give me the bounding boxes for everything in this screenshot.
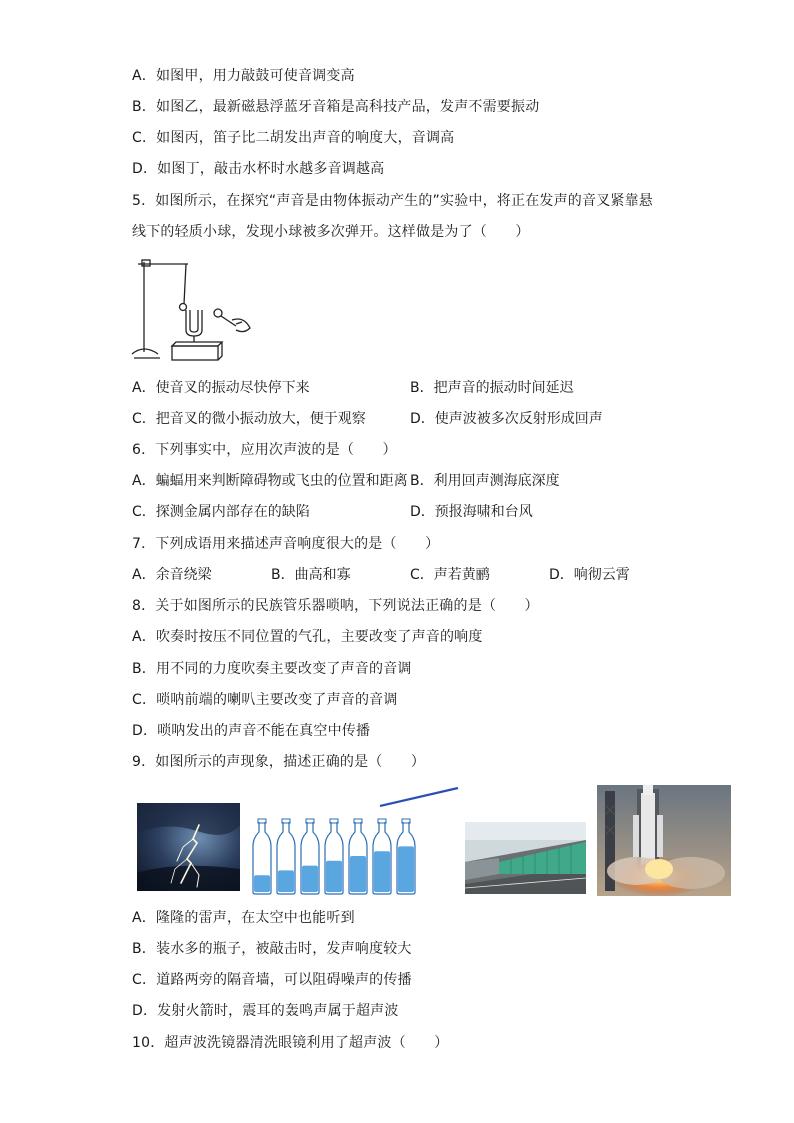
lightning-image	[137, 803, 240, 891]
tuning-fork-figure	[128, 256, 263, 364]
q8-option-d: D．唢呐发出的声音不能在真空中传播	[132, 723, 371, 739]
water-bottle	[397, 819, 415, 894]
water-bottle	[301, 819, 319, 894]
q7-option-b: B．曲高和寡	[271, 567, 351, 583]
q8-option-c: C．唢呐前端的喇叭主要改变了声音的音调	[132, 692, 398, 708]
q4-option-a: A．如图甲，用力敲鼓可使音调变高	[132, 68, 355, 84]
q7-option-d: D．响彻云霄	[549, 567, 630, 583]
q7-stem: 7．下列成语用来描述声音响度很大的是（ ）	[132, 536, 440, 552]
q9-option-a: A．隆隆的雷声，在太空中也能听到	[132, 910, 355, 926]
q5-option-c: C．把音叉的微小振动放大，便于观察	[132, 411, 366, 427]
bottle-water	[278, 870, 294, 892]
bottle-water	[254, 875, 270, 892]
q7-option-c: C．声若黄鹂	[410, 567, 490, 583]
q8-stem: 8．关于如图所示的民族管乐器唢呐，下列说法正确的是（ ）	[132, 598, 539, 614]
q9-option-c: C．道路两旁的隔音墙，可以阻碍噪声的传播	[132, 972, 412, 988]
bottle-water	[374, 851, 390, 892]
q7-option-a: A．余音绕梁	[132, 567, 212, 583]
q5-option-d: D．使声波被多次反射形成回声	[410, 411, 603, 427]
q9-option-d: D．发射火箭时，震耳的轰鸣声属于超声波	[132, 1003, 399, 1019]
q6-stem: 6．下列事实中，应用次声波的是（ ）	[132, 442, 397, 458]
bottle-water	[302, 866, 318, 892]
q4-option-c: C．如图丙，笛子比二胡发出声音的响度大，音调高	[132, 130, 455, 146]
q5-stem-line-1: 5．如图所示，在探究“声音是由物体振动产生的”实验中，将正在发声的音叉紧靠悬	[132, 193, 654, 209]
q10-stem: 10．超声波洗镜器清洗眼镜利用了超声波（ ）	[132, 1035, 449, 1051]
q4-option-b: B．如图乙，最新磁悬浮蓝牙音箱是高科技产品，发声不需要振动	[132, 99, 540, 115]
q4-option-d: D．如图丁，敲击水杯时水越多音调越高	[132, 161, 385, 177]
bottle-water	[398, 846, 414, 892]
rocket-launch-image	[597, 785, 731, 896]
water-bottle	[277, 819, 295, 894]
water-bottles-figure	[250, 782, 465, 896]
q5-option-b: B．把声音的振动时间延迟	[410, 380, 574, 396]
q8-option-a: A．吹奏时按压不同位置的气孔，主要改变了声音的响度	[132, 629, 483, 645]
sound-barrier-image	[465, 822, 586, 894]
striking-stick	[380, 788, 458, 806]
water-bottle	[253, 819, 271, 894]
q6-option-b: B．利用回声测海底深度	[410, 473, 560, 489]
water-bottle	[325, 819, 343, 894]
q6-option-a: A．蝙蝠用来判断障碍物或飞虫的位置和距离	[132, 473, 408, 489]
q9-option-b: B．装水多的瓶子，被敲击时，发声响度较大	[132, 941, 412, 957]
q8-option-b: B．用不同的力度吹奏主要改变了声音的音调	[132, 661, 412, 677]
q9-stem: 9．如图所示的声现象，描述正确的是（ ）	[132, 754, 426, 770]
water-bottle	[373, 819, 391, 894]
q5-stem-line-2: 线下的轻质小球，发现小球被多次弹开。这样做是为了（ ）	[132, 224, 530, 240]
q6-option-d: D．预报海啸和台风	[410, 504, 533, 520]
q5-option-a: A．使音叉的振动尽快停下来	[132, 380, 310, 396]
q6-option-c: C．探测金属内部存在的缺陷	[132, 504, 310, 520]
bottle-water	[326, 861, 342, 892]
water-bottle	[349, 819, 367, 894]
bottle-water	[350, 856, 366, 892]
